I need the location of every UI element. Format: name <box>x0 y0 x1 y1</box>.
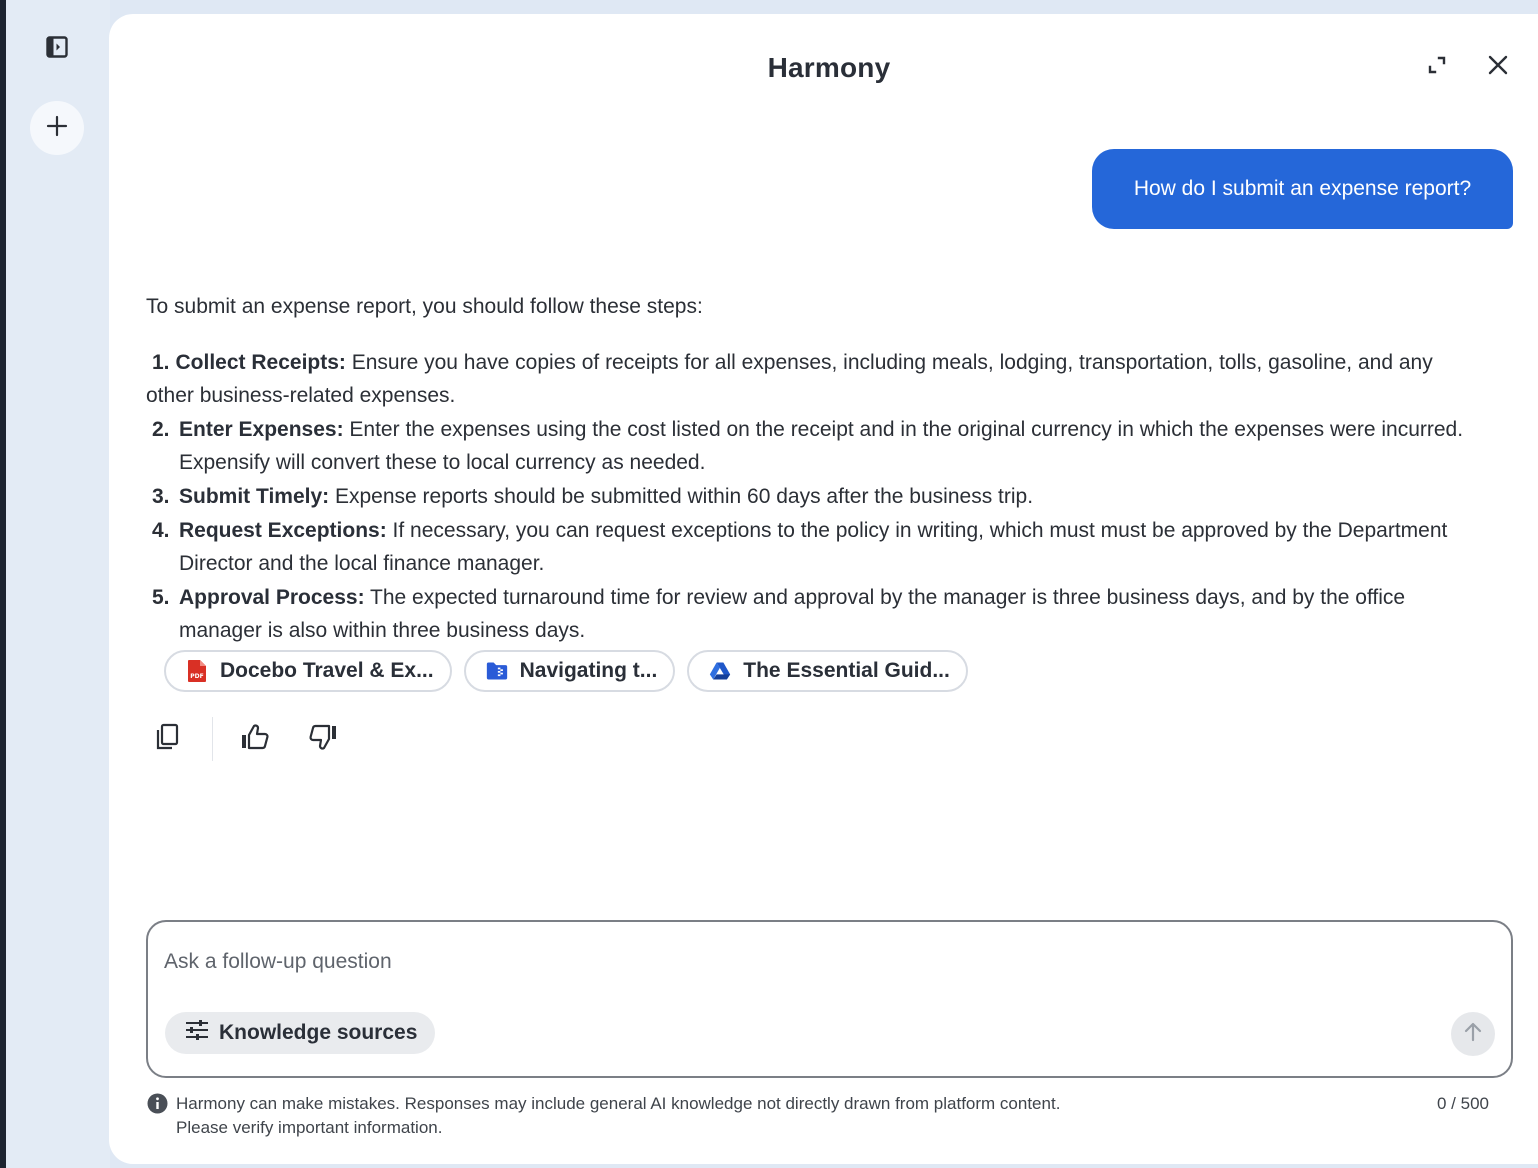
sidebar-toggle-icon <box>45 35 69 64</box>
answer-actions <box>146 717 345 761</box>
answer-step <box>146 581 1466 648</box>
answer-step <box>146 514 1466 581</box>
assistant-answer <box>146 290 1466 648</box>
disclaimer-text <box>176 1092 1060 1140</box>
composer <box>146 920 1513 1078</box>
source-chip-folder[interactable] <box>464 650 676 692</box>
step-title: Submit Timely: <box>179 484 330 508</box>
plus-icon <box>46 115 68 142</box>
step-number: 1. <box>152 350 170 374</box>
close-button[interactable] <box>1483 52 1513 82</box>
answer-step <box>146 346 1466 413</box>
step-title: Request Exceptions: <box>179 518 387 542</box>
step-title: Collect Receipts: <box>175 350 346 374</box>
disclaimer-line-2: Please verify important information. <box>176 1118 443 1137</box>
svg-text:PDF: PDF <box>190 673 204 680</box>
answer-intro: To submit an expense report, you should follow these steps: <box>146 295 703 318</box>
info-icon <box>147 1093 168 1114</box>
step-title: Enter Expenses: <box>179 417 344 441</box>
folder-icon <box>486 659 508 683</box>
pdf-icon <box>186 659 208 683</box>
panel-title <box>109 52 1538 84</box>
source-chip-drive[interactable] <box>687 650 968 692</box>
step-text: If necessary, you can request exceptions to the policy in writing, which must must be approved by the Department Director and the local finance manager. <box>179 518 1448 576</box>
source-chip-pdf[interactable] <box>164 650 452 692</box>
expand-icon <box>1426 54 1448 81</box>
step-text: Enter the expenses using the cost listed on the receipt and in the original currency in which the expenses were incurred. Expensify will convert these to local currency as needed. <box>179 417 1464 475</box>
actions-divider <box>212 717 213 761</box>
user-message-bubble <box>1092 149 1513 229</box>
user-message-text: How do I submit an expense report? <box>1133 177 1472 200</box>
expand-button[interactable] <box>1422 52 1452 82</box>
step-number: 4. <box>152 518 170 542</box>
disclaimer <box>147 1092 1227 1140</box>
dislike-button[interactable] <box>301 717 345 761</box>
close-icon <box>1487 54 1509 81</box>
source-chip-label: Docebo Travel & Ex... <box>220 659 434 682</box>
thumbs-down-icon <box>308 723 338 756</box>
source-chip-label: The Essential Guid... <box>743 659 950 682</box>
side-rail <box>6 0 110 1168</box>
knowledge-sources-label: Knowledge sources <box>219 1021 418 1044</box>
step-number: 3. <box>152 484 170 508</box>
panel-title-text: Harmony <box>767 52 891 83</box>
like-button[interactable] <box>233 717 277 761</box>
answer-step <box>146 480 1466 514</box>
step-text: Expense reports should be submitted within 60 days after the business trip. <box>329 484 1034 508</box>
sidebar-toggle-button[interactable] <box>44 36 70 62</box>
send-button[interactable] <box>1451 1012 1495 1056</box>
google-drive-icon <box>709 659 731 683</box>
arrow-up-icon <box>1462 1021 1484 1048</box>
chat-panel <box>109 14 1538 1164</box>
copy-button[interactable] <box>146 717 190 761</box>
step-text: The expected turnaround time for review and approval by the manager is three business days, and by the office manager is also within three business days. <box>179 585 1406 643</box>
step-title: Approval Process: <box>179 585 365 609</box>
step-text: Ensure you have copies of receipts for all expenses, including meals, lodging, transportation, tolls, gasoline, and any other business-related expenses. <box>146 350 1433 408</box>
knowledge-sources-button[interactable] <box>165 1012 435 1054</box>
follow-up-input[interactable] <box>164 942 1444 982</box>
answer-step <box>146 413 1466 480</box>
thumbs-up-icon <box>240 723 270 756</box>
sliders-icon <box>185 1019 209 1047</box>
character-counter: 0 / 500 <box>1437 1094 1489 1113</box>
source-chips <box>164 650 968 692</box>
copy-icon <box>155 723 181 756</box>
disclaimer-line-1: Harmony can make mistakes. Responses may include general AI knowledge not directly drawn from platform content. <box>176 1094 1061 1113</box>
step-number: 5. <box>152 585 170 609</box>
answer-steps <box>146 346 1466 648</box>
new-chat-button[interactable] <box>30 101 84 155</box>
step-number: 2. <box>152 417 170 441</box>
source-chip-label: Navigating t... <box>519 659 658 682</box>
